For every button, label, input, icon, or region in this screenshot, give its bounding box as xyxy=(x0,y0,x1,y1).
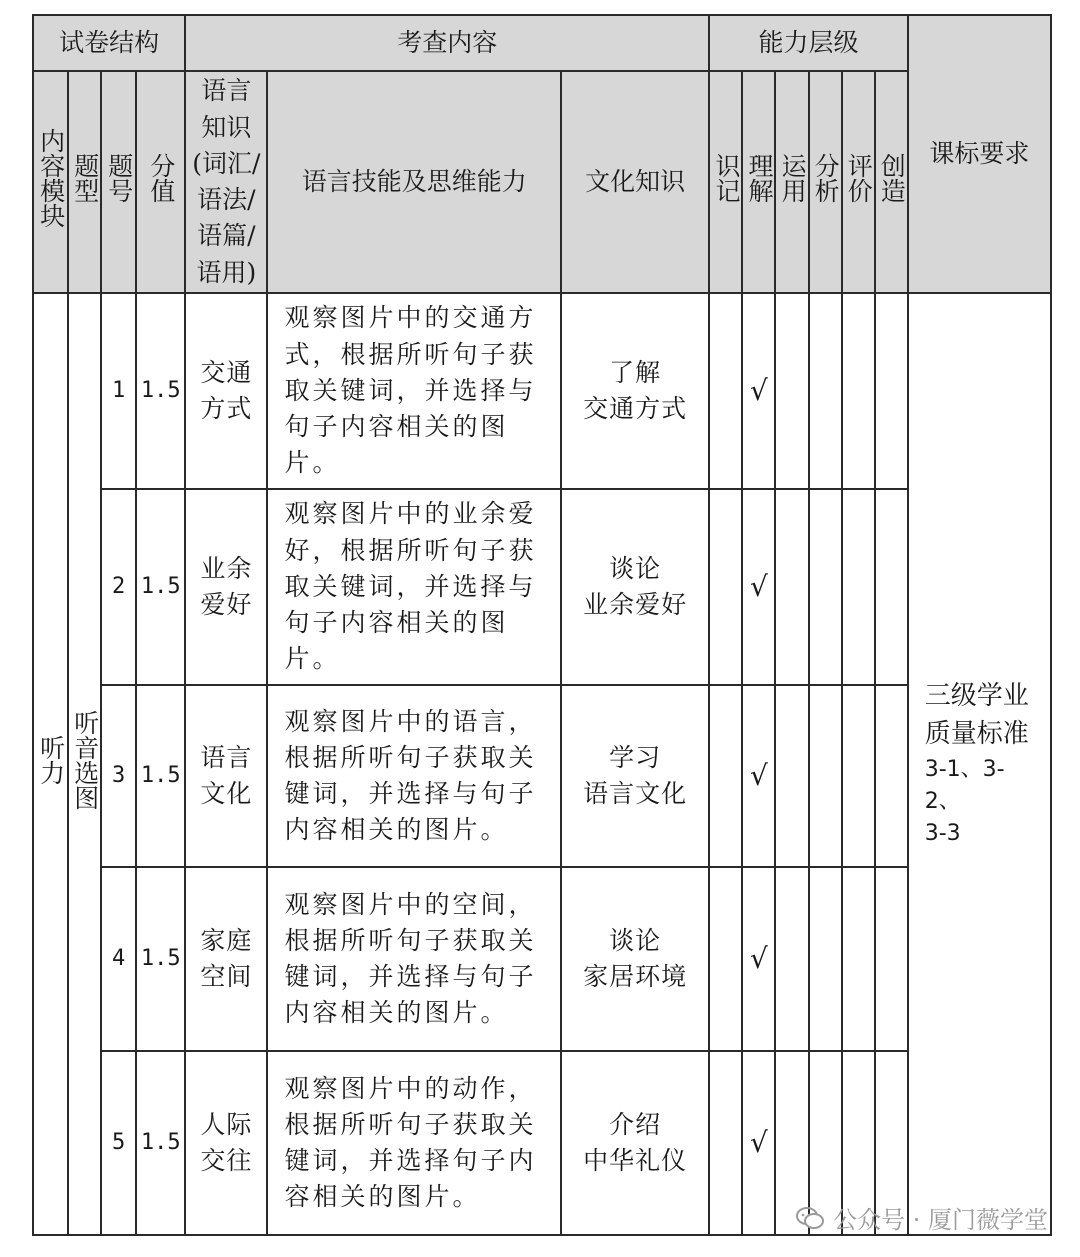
culture-cell: 学习 语言文化 xyxy=(561,685,709,867)
check-mark: √ xyxy=(742,685,775,867)
culture-cell: 谈论 业余爱好 xyxy=(561,489,709,685)
check-mark: √ xyxy=(742,293,775,489)
level-apply-cell xyxy=(775,685,808,867)
knowledge-cell: 交通 方式 xyxy=(185,293,267,489)
skill-cell: 观察图片中的空间，根据所听句子获取关键词，并选择与句子内容相关的图片。 xyxy=(267,867,561,1051)
level-recall-cell xyxy=(709,293,742,489)
level-recall-cell xyxy=(709,685,742,867)
question-score: 1.5 xyxy=(136,293,185,489)
level-apply-cell xyxy=(775,293,808,489)
exam-structure-table xyxy=(32,14,1052,1236)
question-number: 4 xyxy=(101,867,136,1051)
check-mark: √ xyxy=(742,489,775,685)
skill-cell: 观察图片中的语言，根据所听句子获取关键词，并选择与句子内容相关的图片。 xyxy=(267,685,561,867)
level-create-cell xyxy=(875,867,908,1051)
question-number: 5 xyxy=(101,1051,136,1235)
question-score: 1.5 xyxy=(136,489,185,685)
wechat-icon xyxy=(795,1206,825,1230)
table-row xyxy=(33,489,1051,685)
level-evaluate-cell xyxy=(842,489,875,685)
table-row xyxy=(33,867,1051,1051)
question-number: 3 xyxy=(101,685,136,867)
level-apply-cell xyxy=(775,867,808,1051)
level-evaluate-cell xyxy=(842,293,875,489)
header-module: 内容模块 xyxy=(33,71,68,293)
level-create-cell xyxy=(875,489,908,685)
knowledge-cell: 家庭 空间 xyxy=(185,867,267,1051)
header-skills: 语言技能及思维能力 xyxy=(267,71,561,293)
level-analyze-cell xyxy=(809,489,842,685)
level-create-cell xyxy=(875,293,908,489)
check-mark: √ xyxy=(742,1051,775,1235)
table-row xyxy=(33,293,1051,489)
knowledge-cell: 业余 爱好 xyxy=(185,489,267,685)
knowledge-cell: 人际 交往 xyxy=(185,1051,267,1235)
header-level-evaluate: 评价 xyxy=(842,71,875,293)
skill-cell: 观察图片中的动作，根据所听句子获取关键词，并选择句子内容相关的图片。 xyxy=(267,1051,561,1235)
skill-cell: 观察图片中的交通方式，根据所听句子获取关键词，并选择与句子内容相关的图片。 xyxy=(267,293,561,489)
header-knowledge: 语言知识(词汇/语法/语篇/语用) xyxy=(185,71,267,293)
level-recall-cell xyxy=(709,489,742,685)
culture-cell: 介绍 中华礼仪 xyxy=(561,1051,709,1235)
header-level-create: 创造 xyxy=(875,71,908,293)
question-number: 2 xyxy=(101,489,136,685)
header-number: 题号 xyxy=(101,71,136,293)
module-cell: 听力 xyxy=(33,293,68,1235)
header-score: 分值 xyxy=(136,71,185,293)
table-row xyxy=(33,685,1051,867)
header-content: 考查内容 xyxy=(185,15,709,71)
level-create-cell xyxy=(875,685,908,867)
level-apply-cell xyxy=(775,489,808,685)
header-level-understand: 理解 xyxy=(742,71,775,293)
level-recall-cell xyxy=(709,867,742,1051)
header-ability: 能力层级 xyxy=(709,15,907,71)
level-analyze-cell xyxy=(809,293,842,489)
culture-cell: 谈论 家居环境 xyxy=(561,867,709,1051)
skill-cell: 观察图片中的业余爱好，根据所听句子获取关键词，并选择与句子内容相关的图片。 xyxy=(267,489,561,685)
header-level-recall: 识记 xyxy=(709,71,742,293)
level-recall-cell xyxy=(709,1051,742,1235)
header-type: 题型 xyxy=(68,71,101,293)
check-mark: √ xyxy=(742,867,775,1051)
level-analyze-cell xyxy=(809,685,842,867)
watermark xyxy=(795,1200,1048,1235)
level-analyze-cell xyxy=(809,867,842,1051)
header-culture: 文化知识 xyxy=(561,71,709,293)
header-structure: 试卷结构 xyxy=(33,15,185,71)
type-cell: 听音选图 xyxy=(68,293,101,1235)
question-score: 1.5 xyxy=(136,685,185,867)
watermark-text: 公众号 · 厦门薇学堂 xyxy=(833,1206,1048,1234)
question-score: 1.5 xyxy=(136,867,185,1051)
level-evaluate-cell xyxy=(842,685,875,867)
knowledge-cell: 语言 文化 xyxy=(185,685,267,867)
question-number: 1 xyxy=(101,293,136,489)
header-standard: 课标要求 xyxy=(908,15,1051,293)
level-evaluate-cell xyxy=(842,867,875,1051)
standard-cell: 三级学业 质量标准 3-1、3-2、 3-3 xyxy=(908,293,1051,1235)
question-score: 1.5 xyxy=(136,1051,185,1235)
header-level-analyze: 分析 xyxy=(809,71,842,293)
header-level-apply: 运用 xyxy=(775,71,808,293)
culture-cell: 了解 交通方式 xyxy=(561,293,709,489)
